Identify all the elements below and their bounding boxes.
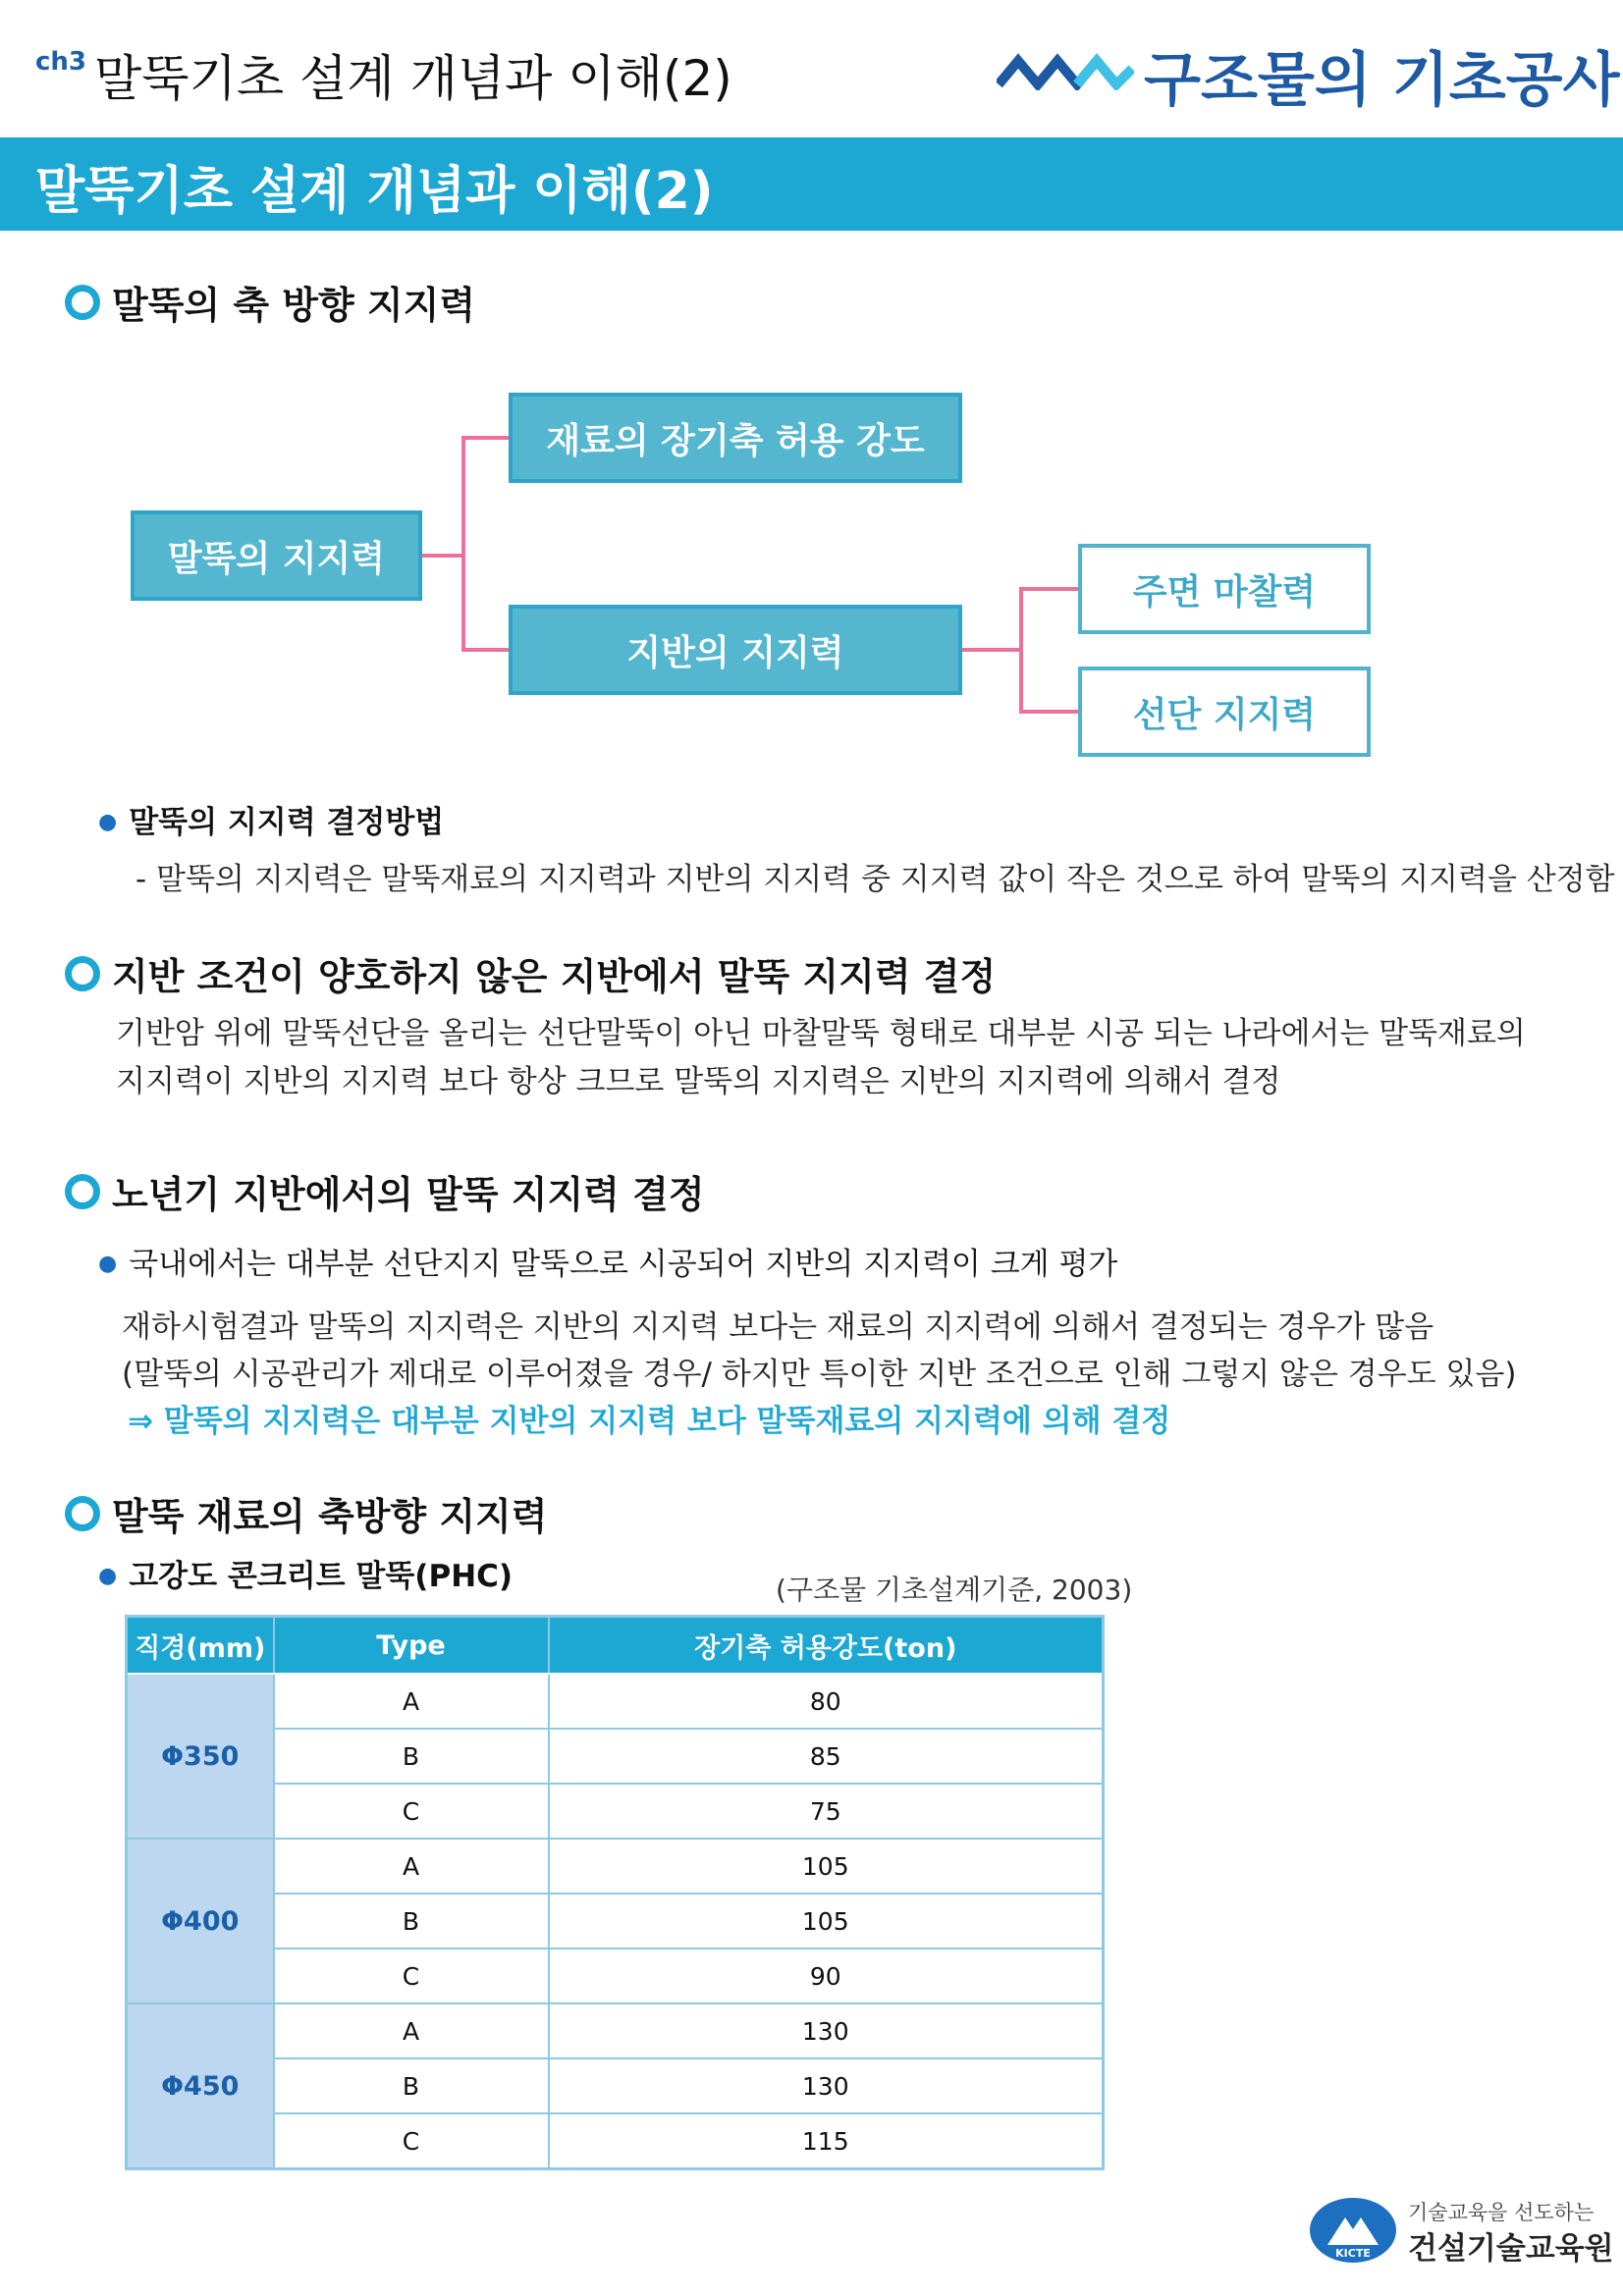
determination-detail: - 말뚝의 지지력은 말뚝재료의 지지력과 지반의 지지력 중 지지력 값이 작은 것으로 하여 말뚝의 지지력을 산정함 bbox=[135, 862, 1615, 897]
header-strength: 장기축 허용강도(ton) bbox=[549, 1617, 1104, 1675]
section-heading-text: 노년기 지반에서의 말뚝 지지력 결정 bbox=[112, 1173, 705, 1216]
strength-cell: 85 bbox=[549, 1729, 1104, 1784]
type-cell: A bbox=[274, 1839, 549, 1894]
table-row bbox=[127, 1674, 1104, 1729]
section-heading-text: 말뚝 재료의 축방향 지지력 bbox=[112, 1495, 548, 1538]
diagram-material-box: 재료의 장기축 허용 강도 bbox=[509, 393, 962, 483]
ring-bullet-icon bbox=[65, 956, 100, 991]
section-heading-text: 말뚝의 축 방향 지지력 bbox=[112, 284, 476, 327]
type-cell: B bbox=[274, 2058, 549, 2113]
strength-cell: 130 bbox=[549, 2058, 1104, 2113]
table-row bbox=[127, 1894, 1104, 1949]
ring-bullet-icon bbox=[65, 1174, 100, 1209]
strength-cell: 105 bbox=[549, 1839, 1104, 1894]
diagram-tip-box: 선단 지지력 bbox=[1078, 667, 1371, 757]
header-diameter: 직경(mm) bbox=[127, 1617, 274, 1675]
chapter-title: 말뚝기초 설계 개념과 이해(2) bbox=[94, 50, 732, 107]
strength-cell: 75 bbox=[549, 1784, 1104, 1839]
bullet-text: 말뚝의 지지력 결정방법 bbox=[129, 805, 445, 840]
type-cell: A bbox=[274, 1674, 549, 1729]
section-heading-old-ground bbox=[65, 1164, 705, 1218]
bullet-phc bbox=[98, 1551, 513, 1595]
diagram-root-box: 말뚝의 지지력 bbox=[131, 510, 422, 601]
table-row bbox=[127, 1839, 1104, 1894]
diameter-cell: Φ400 bbox=[127, 1839, 274, 2003]
kicte-logo-icon bbox=[1308, 2196, 1398, 2265]
bullet-dot-icon: ● bbox=[98, 810, 118, 834]
old-ground-line-2: (말뚝의 시공관리가 제대로 이루어졌을 경우/ 하지만 특이한 지반 조건으로 인해 그렇지 않은 경우도 있음) bbox=[122, 1357, 1517, 1392]
table-row bbox=[127, 1949, 1104, 2003]
table-row bbox=[127, 1784, 1104, 1839]
brand-title: 구조물의 기초공사 bbox=[1144, 46, 1620, 115]
type-cell: C bbox=[274, 2113, 549, 2169]
svg-text:KICTE: KICTE bbox=[1335, 2247, 1371, 2260]
table-row bbox=[127, 2058, 1104, 2113]
strength-cell: 115 bbox=[549, 2113, 1104, 2169]
diameter-cell: Φ450 bbox=[127, 2003, 274, 2169]
strength-cell: 130 bbox=[549, 2003, 1104, 2058]
bullet-text: 국내에서는 대부분 선단지지 말뚝으로 시공되어 지반의 지지력이 크게 평가 bbox=[129, 1247, 1118, 1282]
type-cell: B bbox=[274, 1729, 549, 1784]
table-source: (구조물 기초설계기준, 2003) bbox=[776, 1574, 1133, 1606]
table-row bbox=[127, 2003, 1104, 2058]
type-cell: B bbox=[274, 1894, 549, 1949]
header-type: Type bbox=[274, 1617, 549, 1675]
table-row bbox=[127, 1729, 1104, 1784]
banner-title: 말뚝기초 설계 개념과 이해(2) bbox=[35, 162, 714, 221]
table-row bbox=[127, 2113, 1104, 2169]
chapter-tag: ch3 bbox=[35, 47, 87, 77]
old-ground-line-1: 재하시험결과 말뚝의 지지력은 지반의 지지력 보다는 재료의 지지력에 의해서 결정되는 경우가 많음 bbox=[122, 1309, 1434, 1345]
ring-bullet-icon bbox=[65, 1496, 100, 1531]
section-heading-poor-ground bbox=[65, 946, 996, 1000]
old-ground-conclusion: ⇒ 말뚝의 지지력은 대부분 지반의 지지력 보다 말뚝재료의 지지력에 의해 결정 bbox=[128, 1404, 1171, 1439]
bullet-determination-method bbox=[98, 797, 444, 841]
poor-ground-line-2: 지지력이 지반의 지지력 보다 항상 크므로 말뚝의 지지력은 지반의 지지력에 의해서 결정 bbox=[116, 1064, 1281, 1099]
type-cell: C bbox=[274, 1949, 549, 2003]
strength-cell: 90 bbox=[549, 1949, 1104, 2003]
diameter-cell: Φ350 bbox=[127, 1674, 274, 1839]
phc-strength-table bbox=[125, 1615, 1105, 2170]
strength-cell: 105 bbox=[549, 1894, 1104, 1949]
strength-cell: 80 bbox=[549, 1674, 1104, 1729]
diagram-friction-box: 주면 마찰력 bbox=[1078, 544, 1371, 634]
bullet-dot-icon: ● bbox=[98, 1252, 118, 1276]
footer-org-name: 건설기술교육원 bbox=[1408, 2231, 1614, 2267]
poor-ground-line-1: 기반암 위에 말뚝선단을 올리는 선단말뚝이 아닌 마찰말뚝 형태로 대부분 시공 되는 나라에서는 말뚝재료의 bbox=[116, 1016, 1526, 1051]
type-cell: C bbox=[274, 1784, 549, 1839]
section-heading-material bbox=[65, 1486, 547, 1540]
bullet-text: 고강도 콘크리트 말뚝(PHC) bbox=[129, 1559, 514, 1594]
type-cell: A bbox=[274, 2003, 549, 2058]
table-header-row bbox=[127, 1617, 1104, 1675]
footer-tagline: 기술교육을 선도하는 bbox=[1408, 2201, 1595, 2224]
section-heading-text: 지반 조건이 양호하지 않은 지반에서 말뚝 지지력 결정 bbox=[112, 955, 997, 998]
diagram-ground-box: 지반의 지지력 bbox=[509, 605, 962, 695]
bullet-dot-icon: ● bbox=[98, 1564, 118, 1588]
bullet-domestic bbox=[98, 1239, 1117, 1283]
